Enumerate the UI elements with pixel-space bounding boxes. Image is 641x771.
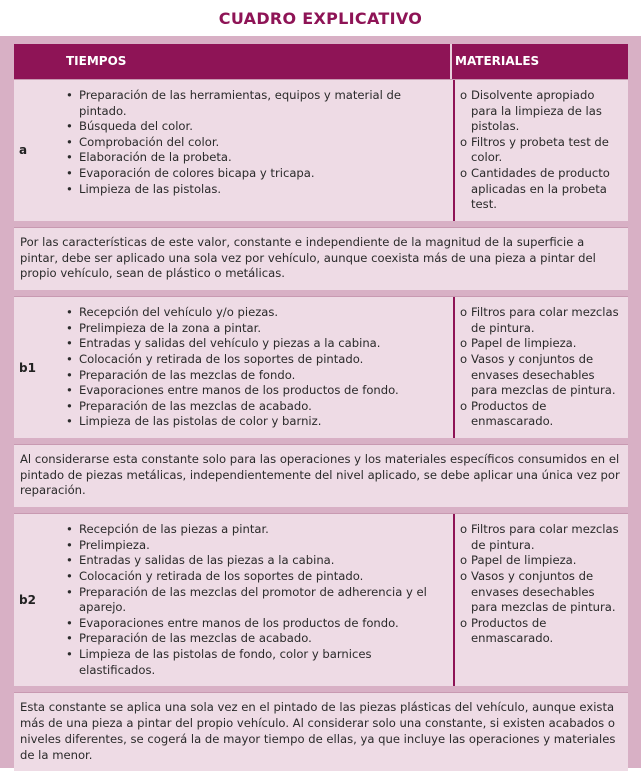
materiales-cell: [455, 297, 628, 438]
row-label: b2: [19, 593, 36, 608]
row-label: a: [19, 143, 28, 158]
list-item: • Evaporaciones entre manos de los productos de fondo.: [66, 383, 445, 399]
list-item: • Recepción del vehículo y/o piezas.: [66, 305, 445, 321]
header-separator: [450, 44, 452, 79]
list-item: o Cantidades de producto aplicadas en la probeta test.: [460, 166, 622, 213]
page-title: CUADRO EXPLICATIVO: [218, 9, 423, 28]
list-item: • Evaporación de colores bicapa y tricapa.: [66, 166, 445, 182]
tiempos-list: [66, 305, 445, 430]
explanatory-table: [14, 44, 628, 771]
tiempos-cell: [53, 297, 455, 438]
materiales-cell: [455, 514, 628, 686]
list-item: • Colocación y retirada de los soportes de pintado.: [66, 569, 445, 585]
note-b1: Al considerarse esta constante solo para las operaciones y los materiales específicos consumidos en el pintado de piezas metálicas, independientemente del nivel aplicado, se debe aplicar una única vez por reparación.: [14, 444, 628, 507]
list-item: • Limpieza de las pistolas de fondo, color y barnices elastificados.: [66, 647, 445, 678]
list-item: • Limpieza de las pistolas de color y barniz.: [66, 414, 445, 430]
list-item: • Entradas y salidas del vehículo y piezas a la cabina.: [66, 336, 445, 352]
list-item: o Disolvente apropiado para la limpieza de las pistolas.: [460, 88, 622, 135]
list-item: o Filtros y probeta test de color.: [460, 135, 622, 166]
list-item: o Papel de limpieza.: [460, 553, 622, 569]
list-item: • Elaboración de la probeta.: [66, 150, 445, 166]
list-item: • Preparación de las mezclas del promotor de adherencia y el aparejo.: [66, 585, 445, 616]
tiempos-cell: [53, 80, 455, 221]
list-item: • Colocación y retirada de los soportes de pintado.: [66, 352, 445, 368]
list-item: • Comprobación del color.: [66, 135, 445, 151]
header-materiales: MATERIALES: [455, 54, 540, 68]
tiempos-cell: [53, 514, 455, 686]
tiempos-list: [66, 88, 445, 197]
table-row-b2: [14, 513, 628, 686]
tiempos-list: [66, 522, 445, 678]
list-item: o Filtros para colar mezclas de pintura.: [460, 522, 622, 553]
list-item: • Prelimpieza.: [66, 538, 445, 554]
list-item: • Preparación de las herramientas, equipos y material de pintado.: [66, 88, 445, 119]
list-item: • Prelimpieza de la zona a pintar.: [66, 321, 445, 337]
list-item: • Preparación de las mezclas de acabado.: [66, 399, 445, 415]
materiales-list: [460, 88, 622, 213]
list-item: o Papel de limpieza.: [460, 336, 622, 352]
note-b2: Esta constante se aplica una sola vez en el pintado de las piezas plásticas del vehículo, aunque exista más de una pieza a pintar del propio vehículo. Al considerar solo una constante, si existen acabados o niveles diferentes, se cogerá la de mayor tiempo de ellas, ya que incluye las operaciones y materiales de la menor.: [14, 692, 628, 771]
list-item: o Vasos y conjuntos de envases desechables para mezclas de pintura.: [460, 352, 622, 399]
list-item: • Preparación de las mezclas de acabado.: [66, 631, 445, 647]
header-tiempos: TIEMPOS: [66, 54, 127, 68]
list-item: • Limpieza de las pistolas.: [66, 182, 445, 198]
table-header: [14, 44, 628, 79]
list-item: • Búsqueda del color.: [66, 119, 445, 135]
list-item: o Productos de enmascarado.: [460, 616, 622, 647]
list-item: o Productos de enmascarado.: [460, 399, 622, 430]
list-item: • Preparación de las mezclas de fondo.: [66, 368, 445, 384]
list-item: • Recepción de las piezas a pintar.: [66, 522, 445, 538]
materiales-list: [460, 522, 622, 647]
list-item: • Entradas y salidas de las piezas a la cabina.: [66, 553, 445, 569]
list-item: • Evaporaciones entre manos de los productos de fondo.: [66, 616, 445, 632]
table-row-b1: [14, 296, 628, 438]
list-item: o Filtros para colar mezclas de pintura.: [460, 305, 622, 336]
row-label: b1: [19, 360, 36, 375]
materiales-list: [460, 305, 622, 430]
list-item: o Vasos y conjuntos de envases desechables para mezclas de pintura.: [460, 569, 622, 616]
materiales-cell: [455, 80, 628, 221]
note-a: Por las características de este valor, constante e independiente de la magnitud de la superficie a pintar, debe ser aplicado una sola vez por vehículo, aunque coexista más de una pieza a pintar del propio vehículo, sean de plástico o metálicas.: [14, 227, 628, 290]
table-frame: [0, 36, 641, 768]
table-row-a: [14, 79, 628, 221]
